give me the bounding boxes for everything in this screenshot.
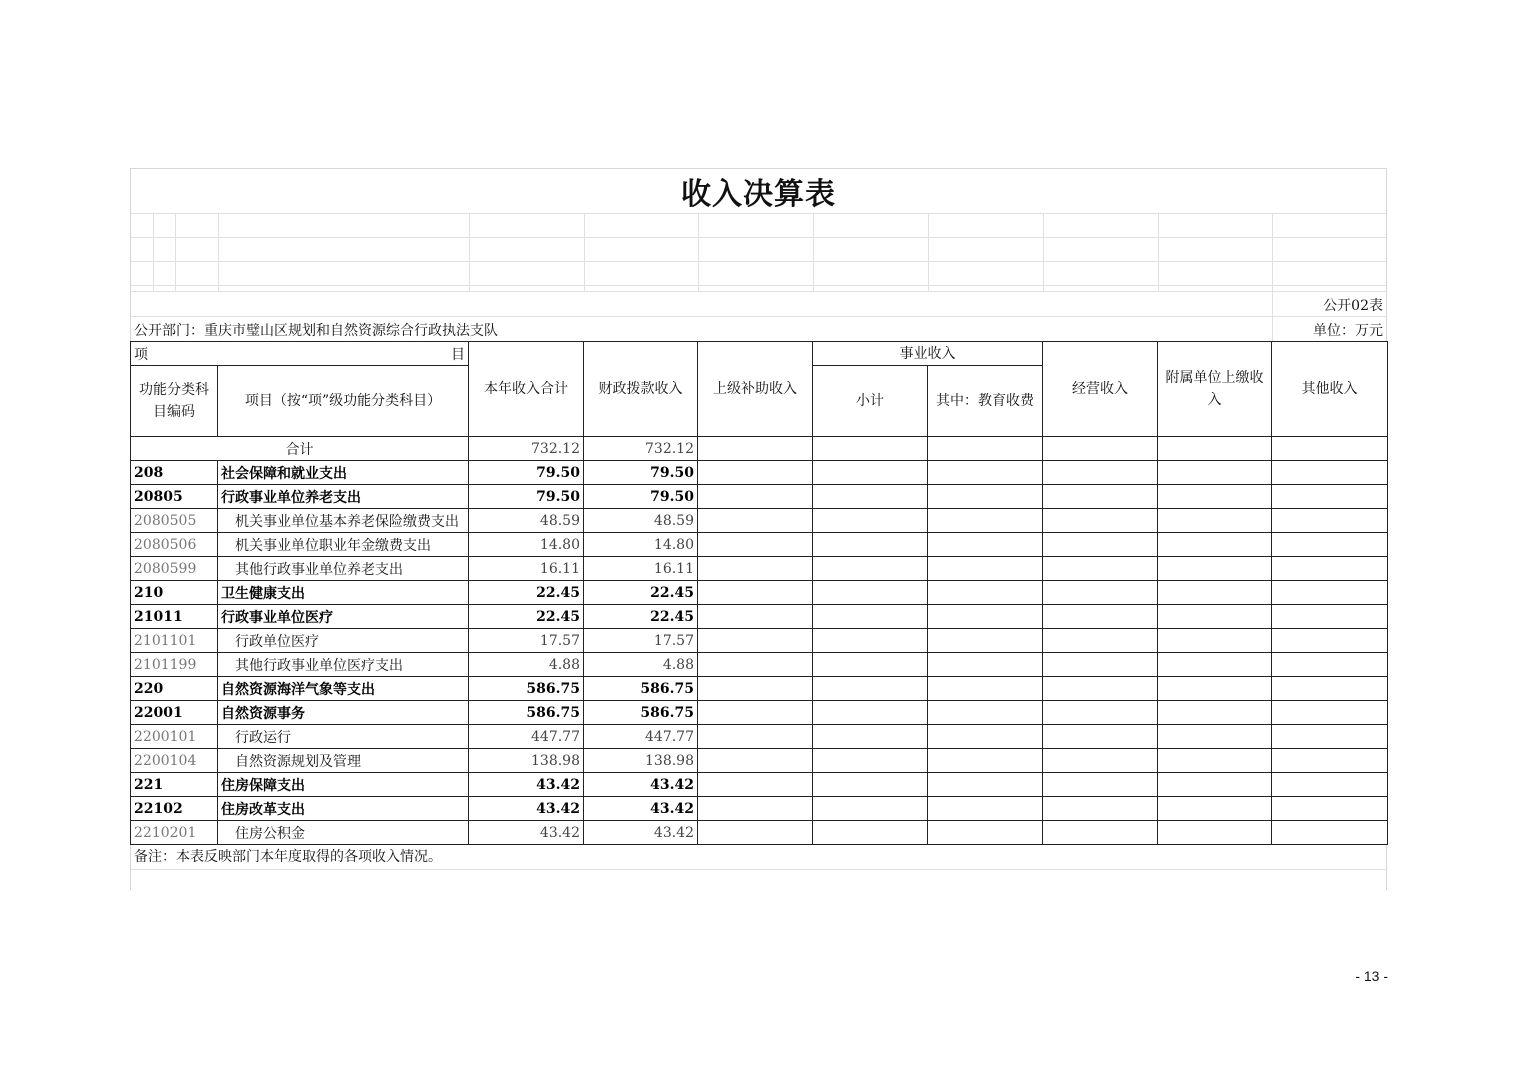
empty-cell — [928, 821, 1043, 845]
row-name: 卫生健康支出 — [218, 581, 469, 605]
row-name: 机关事业单位基本养老保险缴费支出 — [218, 509, 469, 533]
empty-cell — [1158, 557, 1272, 581]
row-fiscal: 14.80 — [584, 533, 698, 557]
empty-cell — [1043, 653, 1158, 677]
form-number: 公开02表 — [1323, 298, 1383, 314]
row-code: 2080506 — [131, 533, 218, 557]
row-code: 221 — [131, 773, 218, 797]
empty-cell — [1272, 773, 1388, 797]
page-number: - 13 - — [1355, 968, 1388, 984]
row-name: 住房改革支出 — [218, 797, 469, 821]
row-code: 2210201 — [131, 821, 218, 845]
empty-cell — [928, 773, 1043, 797]
subtotal-header: 小计 — [813, 366, 928, 437]
row-fiscal: 79.50 — [584, 485, 698, 509]
empty-cell — [1043, 797, 1158, 821]
empty-cell — [698, 821, 813, 845]
empty-cell — [813, 509, 928, 533]
row-code: 2101199 — [131, 653, 218, 677]
empty-cell — [813, 461, 928, 485]
name-header: 项目（按“项”级功能分类科目） — [218, 366, 469, 437]
row-fiscal: 22.45 — [584, 581, 698, 605]
department-row — [130, 316, 1387, 341]
empty-cell — [813, 605, 928, 629]
empty-cell — [1158, 821, 1272, 845]
empty-cell — [1272, 821, 1388, 845]
empty-cell — [698, 605, 813, 629]
empty-cell — [928, 677, 1043, 701]
empty-cell — [698, 701, 813, 725]
row-fiscal: 586.75 — [584, 677, 698, 701]
empty-cell — [1158, 461, 1272, 485]
empty-cell — [928, 701, 1043, 725]
empty-cell — [1272, 533, 1388, 557]
affiliated-header: 附属单位上缴收入 — [1158, 342, 1272, 437]
empty-cell — [813, 701, 928, 725]
empty-cell — [1158, 605, 1272, 629]
row-fiscal: 43.42 — [584, 773, 698, 797]
row-fiscal: 16.11 — [584, 557, 698, 581]
row-fiscal: 138.98 — [584, 749, 698, 773]
row-fiscal: 43.42 — [584, 797, 698, 821]
title-row — [130, 168, 1387, 213]
row-code: 22001 — [131, 701, 218, 725]
row-total: 43.42 — [469, 821, 584, 845]
row-total: 79.50 — [469, 461, 584, 485]
row-code: 2080505 — [131, 509, 218, 533]
empty-cell — [1158, 677, 1272, 701]
empty-cell — [1272, 557, 1388, 581]
empty-cell — [1272, 581, 1388, 605]
empty-cell — [1158, 749, 1272, 773]
row-fiscal: 48.59 — [584, 509, 698, 533]
empty-cell — [698, 557, 813, 581]
empty-cell — [928, 725, 1043, 749]
empty-cell — [1043, 749, 1158, 773]
row-total: 4.88 — [469, 653, 584, 677]
blank-grid-rows — [130, 213, 1387, 291]
table-row — [131, 485, 1388, 509]
row-fiscal: 79.50 — [584, 461, 698, 485]
row-name: 社会保障和就业支出 — [218, 461, 469, 485]
other-header: 其他收入 — [1272, 342, 1388, 437]
empty-cell — [928, 653, 1043, 677]
empty-cell — [1043, 629, 1158, 653]
row-total: 138.98 — [469, 749, 584, 773]
empty-cell — [698, 533, 813, 557]
income-statement-sheet — [130, 168, 1387, 890]
row-fiscal: 17.57 — [584, 629, 698, 653]
empty-cell — [1043, 485, 1158, 509]
department-label: 公开部门：重庆市璧山区规划和自然资源综合行政执法支队 — [134, 323, 498, 339]
empty-cell — [813, 821, 928, 845]
row-total: 43.42 — [469, 797, 584, 821]
empty-cell — [928, 509, 1043, 533]
row-fiscal: 43.42 — [584, 821, 698, 845]
form-number-row — [130, 291, 1387, 316]
table-row — [131, 653, 1388, 677]
empty-cell — [698, 485, 813, 509]
empty-cell — [1043, 533, 1158, 557]
row-name: 其他行政事业单位养老支出 — [218, 557, 469, 581]
row-code: 21011 — [131, 605, 218, 629]
empty-cell — [928, 797, 1043, 821]
empty-cell — [1272, 797, 1388, 821]
row-fiscal: 447.77 — [584, 725, 698, 749]
empty-cell — [1272, 509, 1388, 533]
table-row — [131, 557, 1388, 581]
empty-cell — [1158, 701, 1272, 725]
empty-cell — [1158, 797, 1272, 821]
empty-cell — [1043, 773, 1158, 797]
empty-cell — [698, 797, 813, 821]
empty-cell — [1158, 485, 1272, 509]
row-total: 22.45 — [469, 605, 584, 629]
row-total: 48.59 — [469, 509, 584, 533]
empty-cell — [813, 581, 928, 605]
row-name: 自然资源事务 — [218, 701, 469, 725]
empty-cell — [1272, 677, 1388, 701]
row-code: 220 — [131, 677, 218, 701]
empty-cell — [698, 725, 813, 749]
income-table — [130, 341, 1388, 845]
row-name: 自然资源规划及管理 — [218, 749, 469, 773]
empty-cell — [928, 557, 1043, 581]
row-code: 210 — [131, 581, 218, 605]
row-name: 自然资源海洋气象等支出 — [218, 677, 469, 701]
item-header: 项 目 — [131, 342, 469, 366]
empty-cell — [813, 533, 928, 557]
empty-cell — [813, 629, 928, 653]
row-name: 行政运行 — [218, 725, 469, 749]
row-code: 22102 — [131, 797, 218, 821]
empty-cell — [813, 557, 928, 581]
empty-cell — [698, 629, 813, 653]
row-total: 586.75 — [469, 701, 584, 725]
empty-cell — [1043, 557, 1158, 581]
empty-cell — [698, 509, 813, 533]
empty-cell — [928, 485, 1043, 509]
header-row-1 — [131, 342, 1388, 366]
row-total: 16.11 — [469, 557, 584, 581]
unit-label: 单位：万元 — [1313, 323, 1383, 339]
table-body — [131, 461, 1388, 845]
row-total: 22.45 — [469, 581, 584, 605]
fiscal-value: 732.12 — [584, 437, 698, 461]
empty-cell — [1043, 701, 1158, 725]
empty-cell — [1158, 533, 1272, 557]
row-fiscal: 4.88 — [584, 653, 698, 677]
row-code: 2200101 — [131, 725, 218, 749]
table-row — [131, 581, 1388, 605]
empty-cell — [928, 581, 1043, 605]
row-name: 机关事业单位职业年金缴费支出 — [218, 533, 469, 557]
empty-cell — [1043, 509, 1158, 533]
empty-cell — [1272, 485, 1388, 509]
empty-cell — [1158, 509, 1272, 533]
empty-cell — [1158, 653, 1272, 677]
empty-cell — [928, 749, 1043, 773]
empty-cell — [1272, 461, 1388, 485]
empty-cell — [698, 749, 813, 773]
table-row — [131, 821, 1388, 845]
empty-cell — [813, 797, 928, 821]
operating-header: 经营收入 — [1043, 342, 1158, 437]
row-total: 43.42 — [469, 773, 584, 797]
empty-cell — [813, 485, 928, 509]
empty-cell — [1272, 653, 1388, 677]
table-row — [131, 461, 1388, 485]
total-row — [131, 437, 1388, 461]
empty-cell — [1272, 701, 1388, 725]
empty-cell — [698, 653, 813, 677]
table-row — [131, 509, 1388, 533]
empty-cell — [1158, 629, 1272, 653]
row-fiscal: 586.75 — [584, 701, 698, 725]
edu-header: 其中：教育收费 — [928, 366, 1043, 437]
empty-cell — [698, 773, 813, 797]
empty-cell — [698, 461, 813, 485]
row-name: 住房保障支出 — [218, 773, 469, 797]
row-code: 20805 — [131, 485, 218, 509]
empty-cell — [928, 461, 1043, 485]
total-value: 732.12 — [469, 437, 584, 461]
empty-cell — [813, 749, 928, 773]
table-row — [131, 677, 1388, 701]
total-label: 合计 — [131, 437, 469, 461]
empty-cell — [928, 629, 1043, 653]
empty-cell — [928, 605, 1043, 629]
row-name: 行政事业单位医疗 — [218, 605, 469, 629]
row-total: 447.77 — [469, 725, 584, 749]
empty-cell — [813, 773, 928, 797]
row-fiscal: 22.45 — [584, 605, 698, 629]
empty-cell — [698, 677, 813, 701]
total-header: 本年收入合计 — [469, 342, 584, 437]
empty-cell — [1043, 461, 1158, 485]
empty-cell — [1043, 677, 1158, 701]
row-code: 2101101 — [131, 629, 218, 653]
row-code: 208 — [131, 461, 218, 485]
table-row — [131, 725, 1388, 749]
row-total: 79.50 — [469, 485, 584, 509]
code-header: 功能分类科目编码 — [131, 366, 218, 437]
row-code: 2200104 — [131, 749, 218, 773]
empty-cell — [1043, 725, 1158, 749]
empty-cell — [1158, 773, 1272, 797]
empty-cell — [1043, 821, 1158, 845]
empty-cell — [1043, 581, 1158, 605]
empty-cell — [1158, 581, 1272, 605]
table-row — [131, 701, 1388, 725]
empty-cell — [698, 581, 813, 605]
row-code: 2080599 — [131, 557, 218, 581]
table-row — [131, 749, 1388, 773]
empty-cell — [1272, 605, 1388, 629]
empty-cell — [1272, 749, 1388, 773]
empty-cell — [1158, 725, 1272, 749]
empty-cell — [1272, 725, 1388, 749]
table-row — [131, 605, 1388, 629]
empty-cell — [813, 725, 928, 749]
empty-cell — [1043, 605, 1158, 629]
empty-cell — [1272, 629, 1388, 653]
row-name: 行政事业单位养老支出 — [218, 485, 469, 509]
empty-cell — [813, 653, 928, 677]
table-row — [131, 773, 1388, 797]
table-row — [131, 797, 1388, 821]
table-row — [131, 629, 1388, 653]
row-total: 14.80 — [469, 533, 584, 557]
empty-cell — [928, 533, 1043, 557]
row-total: 586.75 — [469, 677, 584, 701]
business-header: 事业收入 — [813, 342, 1043, 366]
row-name: 住房公积金 — [218, 821, 469, 845]
row-name: 其他行政事业单位医疗支出 — [218, 653, 469, 677]
tail-row — [130, 870, 1387, 890]
fiscal-header: 财政拨款收入 — [584, 342, 698, 437]
page-title: 收入决算表 — [681, 177, 836, 212]
empty-cell — [813, 677, 928, 701]
row-total: 17.57 — [469, 629, 584, 653]
upper-header: 上级补助收入 — [698, 342, 813, 437]
note: 备注：本表反映部门本年度取得的各项收入情况。 — [130, 845, 1387, 870]
row-name: 行政单位医疗 — [218, 629, 469, 653]
table-row — [131, 533, 1388, 557]
